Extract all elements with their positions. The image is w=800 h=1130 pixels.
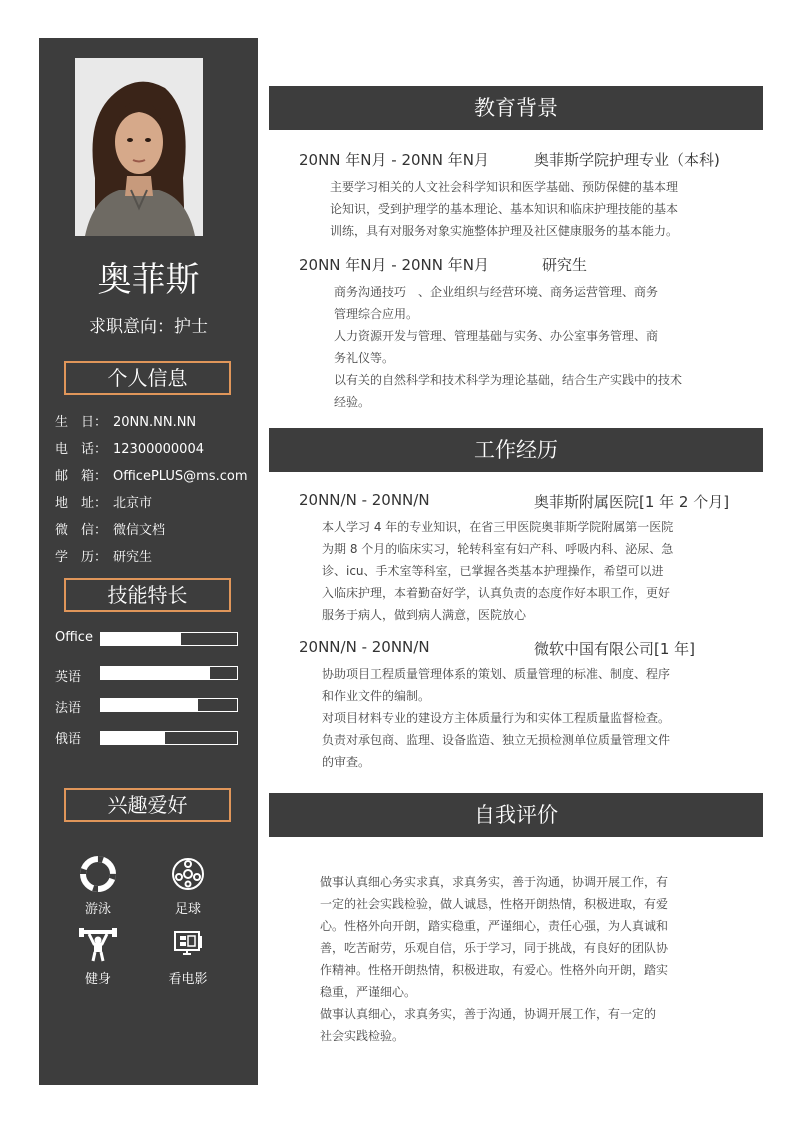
text-line: 论知识，受到护理学的基本理论、基本知识和临床护理技能的基本 [330, 202, 679, 216]
work-description [322, 663, 722, 773]
text-line: 做事认真细心务实求真，求真务实，善于沟通，协调开展工作，有 [320, 875, 669, 889]
work-date: 20NN/N - 20NN/N [299, 638, 430, 656]
text-line: 服务于病人，做到病人满意，医院放心 [322, 608, 527, 622]
info-label: 电 话： [55, 442, 108, 457]
info-value: 微信文档 [113, 523, 166, 538]
skill-bar-office [100, 632, 238, 646]
hobby-label: 游泳 [84, 902, 111, 917]
info-row-birthday [55, 411, 196, 430]
hobby-football [158, 856, 218, 917]
info-row-phone [55, 438, 204, 457]
skill-fill [101, 667, 210, 679]
text-line: 协助项目工程质量管理体系的策划、质量管理的标准、制度、程序 [322, 667, 671, 681]
hobby-label: 看电影 [168, 972, 208, 987]
info-row-address [55, 492, 152, 511]
text-line: 和作业文件的编制。 [322, 689, 431, 703]
skill-label-french: 法语 [55, 701, 82, 716]
skill-fill [101, 699, 198, 711]
info-label: 地 址： [55, 496, 108, 511]
skill-fill [101, 633, 181, 645]
info-row-wechat [55, 519, 165, 538]
skill-bar-english [100, 666, 238, 680]
text-line: 心。性格外向开朗，踏实稳重，严谨细心，责任心强，为人真诚和 [320, 919, 669, 933]
info-value: 研究生 [113, 550, 153, 565]
work-company: 奥菲斯附属医院[1 年 2 个月] [534, 493, 730, 511]
job-intent: 求职意向：护士 [89, 317, 208, 337]
hobby-label: 足球 [174, 902, 201, 917]
text-line: 一定的社会实践检验，做人诚恳，性格开朗热情，积极进取，有爱 [320, 897, 669, 911]
text-line: 稳重，严谨细心。 [320, 985, 417, 999]
info-row-education [55, 546, 152, 565]
skill-label-russian: 俄语 [55, 732, 82, 747]
text-line: 诊、icu、手术室等科室，已掌握各类基本护理操作，希望可以进 [322, 564, 664, 578]
info-value: 20NN.NN.NN [113, 415, 197, 430]
edu-description [330, 176, 730, 242]
info-label: 学 历： [55, 550, 108, 565]
info-row-email [55, 465, 247, 484]
text-line: 入临床护理，本着勤奋好学，认真负责的态度作好本职工作，更好 [322, 586, 671, 600]
text-line: 人力资源开发与管理、管理基础与实务、办公室事务管理、商 [334, 329, 659, 343]
text-line: 管理综合应用。 [334, 307, 419, 321]
hobby-label: 健身 [84, 972, 111, 987]
work-company: 微软中国有限公司[1 年] [534, 640, 696, 658]
skill-bar-russian [100, 731, 238, 745]
hobby-movies [158, 928, 218, 987]
text-line: 对项目材料专业的建设方主体质量行为和实体工程质量监督检查。 [322, 711, 671, 725]
work-description [322, 516, 722, 626]
info-value: 12300000004 [113, 442, 204, 457]
text-line: 商务沟通技巧 、企业组织与经营环境、商务运营管理、商务 [334, 285, 659, 299]
text-line: 社会实践检验。 [320, 1029, 405, 1043]
text-line: 本人学习 4 年的专业知识，在省三甲医院奥菲斯学院附属第一医院 [322, 520, 674, 534]
edu-date: 20NN 年N月 - 20NN 年N月 [299, 151, 489, 169]
text-line: 主要学习相关的人文社会科学知识和医学基础、预防保健的基本理 [330, 180, 679, 194]
hobby-swimming [68, 856, 128, 917]
edu-degree: 研究生 [542, 256, 588, 274]
profile-photo [75, 58, 203, 236]
text-line: 做事认真细心，求真务实，善于沟通，协调开展工作，有一定的 [320, 1007, 657, 1021]
text-line: 负责对承包商、监理、设备监造、独立无损检测单位质量管理文件 [322, 733, 671, 747]
text-line: 善，吃苦耐劳，乐观自信，乐于学习，同于挑战，有良好的团队协 [320, 941, 669, 955]
edu-description [334, 281, 734, 413]
skill-label-english: 英语 [55, 670, 82, 685]
fitness-icon [78, 928, 118, 962]
movie-icon [170, 928, 206, 962]
hobbies-heading: 兴趣爱好 [64, 788, 231, 822]
text-line: 为期 8 个月的临床实习，轮转科室有妇产科、呼吸内科、泌尿、急 [322, 542, 674, 556]
education-heading: 教育背景 [269, 86, 763, 130]
skill-label-office: Office [55, 630, 93, 645]
football-icon [170, 856, 206, 892]
info-value: 北京市 [113, 496, 153, 511]
personal-info-heading: 个人信息 [64, 361, 231, 395]
skills-heading: 技能特长 [64, 578, 231, 612]
text-line: 训练，具有对服务对象实施整体护理及社区健康服务的基本能力。 [330, 224, 679, 238]
text-line: 的审查。 [322, 755, 371, 769]
edu-date: 20NN 年N月 - 20NN 年N月 [299, 256, 489, 274]
info-label: 微 信： [55, 523, 108, 538]
self-eval-heading: 自我评价 [269, 793, 763, 837]
swim-ring-icon [80, 856, 116, 892]
work-heading: 工作经历 [269, 428, 763, 472]
info-label: 邮 箱： [55, 469, 108, 484]
work-date: 20NN/N - 20NN/N [299, 491, 430, 509]
hobby-fitness [68, 928, 128, 987]
text-line: 务礼仪等。 [334, 351, 395, 365]
text-line: 作精神。性格开朗热情，积极进取，有爱心。性格外向开朗，踏实 [320, 963, 669, 977]
edu-school: 奥菲斯学院护理专业（本科) [534, 151, 720, 169]
skill-fill [101, 732, 165, 744]
text-line: 以有关的自然科学和技术科学为理论基础，结合生产实践中的技术 [334, 373, 683, 387]
text-line: 经验。 [334, 395, 371, 409]
skill-bar-french [100, 698, 238, 712]
info-value: OfficePLUS@ms.com [113, 469, 248, 484]
self-eval-text [320, 871, 720, 1047]
info-label: 生 日： [55, 415, 108, 430]
candidate-name: 奥菲斯 [97, 260, 200, 300]
